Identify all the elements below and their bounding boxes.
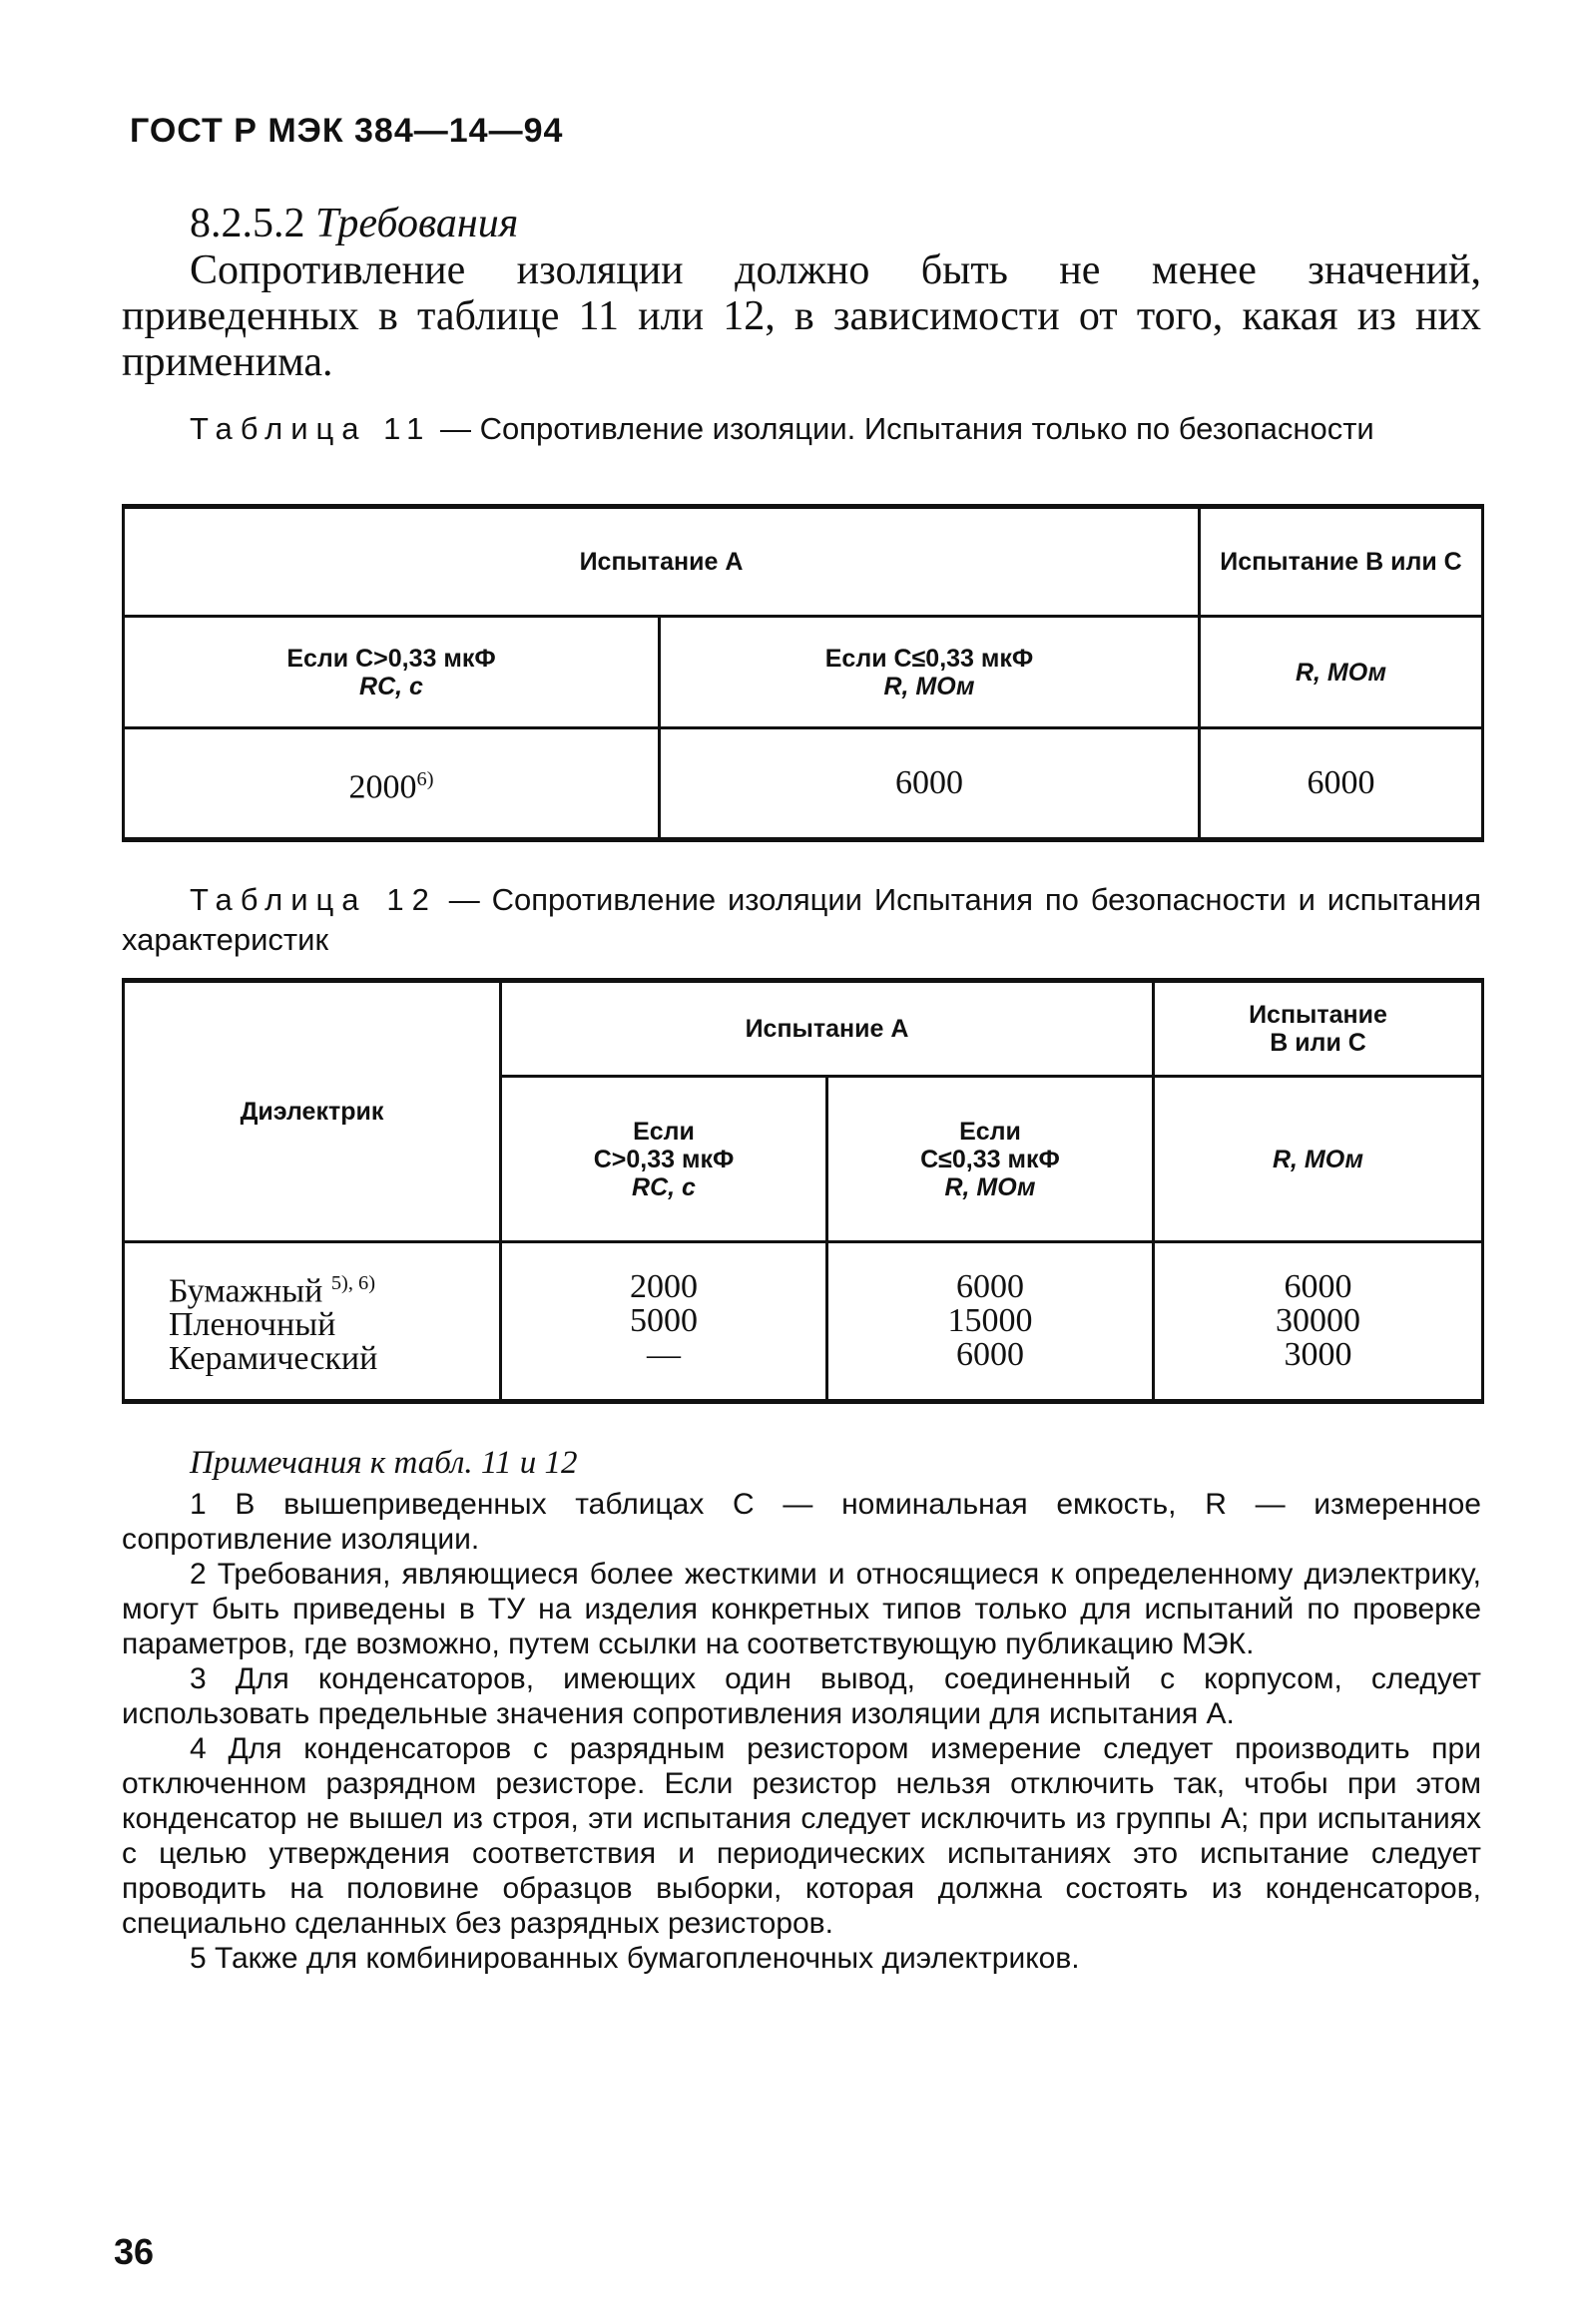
section-text: Сопротивление изоляции должно быть не менее значений, приведенных в таблице 11 или 12, в зависимости от того, какая из них применима. xyxy=(122,247,1481,385)
note-5: 5 Также для комбинированных бумагопленочных диэлектриков. xyxy=(190,1942,1080,1975)
table12-col2-values: 6000 15000 6000 xyxy=(827,1242,1154,1402)
table11-caption-label: Таблица 11 xyxy=(190,411,432,446)
table-12 xyxy=(122,978,1484,1404)
table12-col2-header: Если C≤0,33 мкФ R, МОм xyxy=(827,1077,1154,1242)
footnote-ref: 5), 6) xyxy=(330,1271,375,1294)
table12-test-bc-header: Испытание В или С xyxy=(1154,981,1483,1077)
note-3: 3 Для конденсаторов, имеющих один вывод, соединенный с корпусом, следует использовать предельные значения сопротивления изоляции для испытания А. xyxy=(122,1662,1481,1730)
dielectric-film: Пленочный xyxy=(169,1306,336,1344)
table12-col1-values: 2000 5000 — xyxy=(501,1242,827,1402)
table12-col1-header: Если C>0,33 мкФ RC, с xyxy=(501,1077,827,1242)
notes-list xyxy=(122,1487,1481,1976)
note-4: 4 Для конденсаторов с разрядным резистором измерение следует производить при отключенном разрядном резисторе. Если резистор нельзя отключить так, чтобы при этом конденсатор не вышел из строя, эти испытания следует исключить из группы А; при испытаниях с целью утверждения соответствия и периодических испытаниях это испытание следует проводить на половине образцов выборки, которая должна состоять из конденсаторов, специально сделанных без разрядных резисторов. xyxy=(122,1732,1481,1940)
table12-dielectric-names xyxy=(124,1242,501,1402)
table11-value-2: 6000 xyxy=(660,728,1200,840)
dielectric-paper: Бумажный $^{5), 6)}$ xyxy=(169,1271,375,1310)
table12-test-a-header: Испытание А xyxy=(501,981,1154,1077)
table12-col3-header: R, МОм xyxy=(1154,1077,1483,1242)
table-11 xyxy=(122,504,1484,842)
table11-test-a-header: Испытание А xyxy=(124,507,1200,617)
table11-value-3: 6000 xyxy=(1200,728,1483,840)
note-1: 1 В вышеприведенных таблицах C — номинальная емкость, R — измеренное сопротивление изоляции. xyxy=(122,1488,1481,1556)
page-number: 36 xyxy=(114,2231,155,2272)
notes-title: Примечания к табл. 11 и 12 xyxy=(190,1445,578,1481)
table12-data-row xyxy=(124,1242,1483,1402)
standard-header: ГОСТ Р МЭК 384—14—94 xyxy=(130,112,564,150)
table11-col1-header: Если C>0,33 мкФ RC, с xyxy=(124,617,660,728)
table12-caption-text: — Сопротивление изоляции Испытания по безопасности и испытания характеристик xyxy=(122,882,1481,957)
table12-col3-values: 6000 30000 3000 xyxy=(1154,1242,1483,1402)
footnote-ref: 6) xyxy=(416,767,434,790)
table11-value-row xyxy=(124,728,1483,840)
table11-value-1: 2000$^{6)}$ xyxy=(124,728,660,840)
table11-caption-text: — Сопротивление изоляции. Испытания только по безопасности xyxy=(431,411,1374,446)
table11-col3-header: R, МОм xyxy=(1200,617,1483,728)
table11-col2-header: Если C≤0,33 мкФ R, МОм xyxy=(660,617,1200,728)
table11-subheader-row xyxy=(124,617,1483,728)
table11-test-bc-header: Испытание В или С xyxy=(1200,507,1483,617)
table11-header-row xyxy=(124,507,1483,617)
table12-caption xyxy=(122,880,1481,960)
table12-dielectric-header: Диэлектрик xyxy=(124,981,501,1242)
table12-header-row xyxy=(124,981,1483,1077)
note-2: 2 Требования, являющиеся более жесткими и относящиеся к определенному диэлектрику, могут быть приведены в ТУ на изделия конкретных типов только для испытаний по проверке параметров, где возможно, путем ссылки на соответствующую публикацию МЭК. xyxy=(122,1558,1481,1660)
table12-caption-label: Таблица 12 xyxy=(190,882,437,917)
section-title: Требования xyxy=(315,201,519,246)
section-heading xyxy=(190,200,518,247)
dielectric-ceramic: Керамический xyxy=(169,1340,378,1378)
table11-caption xyxy=(122,409,1481,449)
section-number: 8.2.5.2 xyxy=(190,201,305,246)
